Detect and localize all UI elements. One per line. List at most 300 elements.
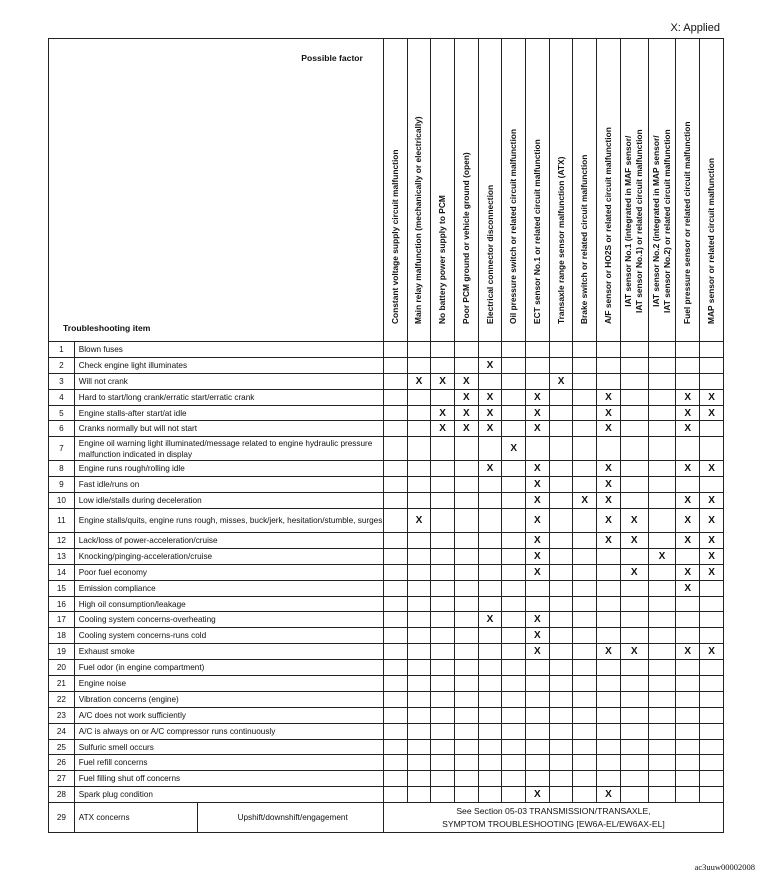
applied-mark: X [526,493,550,509]
factor-cell [676,771,700,787]
applied-mark: X [526,548,550,564]
applied-mark: X [676,564,700,580]
troubleshooting-item-label: Troubleshooting item [63,323,151,333]
factor-cell [700,707,724,723]
applied-mark: X [597,389,621,405]
factor-cell [502,596,526,612]
row-number: 14 [49,564,75,580]
troubleshooting-table [48,38,724,833]
factor-cell [407,564,431,580]
factor-cell [383,707,407,723]
factor-cell [478,628,502,644]
row-item: A/C is always on or A/C compressor runs continuously [74,723,383,739]
factor-cell [573,755,597,771]
factor-cell [676,660,700,676]
row-number: 2 [49,357,75,373]
factor-cell [431,691,455,707]
factor-cell [478,660,502,676]
applied-mark: X [597,533,621,549]
factor-cell [383,357,407,373]
figure-code: ac3uuw00002008 [694,862,755,872]
factor-cell [383,533,407,549]
factor-cell [478,533,502,549]
factor-cell [454,612,478,628]
factor-cell [454,342,478,358]
factor-cell [597,771,621,787]
applied-mark: X [676,421,700,437]
factor-cell [478,723,502,739]
factor-cell [573,580,597,596]
factor-header [676,39,700,342]
row-number: 8 [49,461,75,477]
factor-cell [549,493,573,509]
factor-label: IAT sensor No.1 (integrated in MAF sensor/ IAT sensor No.1) or related circuit malfunction [623,129,645,313]
factor-cell [573,628,597,644]
factor-cell [407,580,431,596]
factor-header [620,39,648,342]
factor-cell [648,373,676,389]
factor-cell [620,596,648,612]
row-number: 27 [49,771,75,787]
factor-cell [549,548,573,564]
row-item: Fuel refill concerns [74,755,383,771]
applied-mark: X [620,533,648,549]
factor-cell [620,628,648,644]
row-number: 17 [49,612,75,628]
applied-mark: X [700,644,724,660]
factor-cell [573,612,597,628]
applied-mark: X [700,548,724,564]
factor-cell [454,660,478,676]
applied-mark: X [407,373,431,389]
factor-cell [407,644,431,660]
factor-label: Brake switch or related circuit malfunction [579,154,590,324]
factor-header [502,39,526,342]
factor-cell [573,644,597,660]
factor-cell [383,421,407,437]
factor-cell [431,707,455,723]
factor-cell [454,707,478,723]
table-row [49,580,724,596]
factor-cell [676,477,700,493]
factor-cell [526,437,550,461]
row-number: 10 [49,493,75,509]
applied-mark: X [700,533,724,549]
factor-cell [478,707,502,723]
row-item: Check engine light illuminates [74,357,383,373]
factor-cell [597,739,621,755]
factor-cell [620,707,648,723]
table-row [49,612,724,628]
factor-cell [407,628,431,644]
applied-mark: X [478,389,502,405]
factor-cell [573,405,597,421]
factor-cell [478,342,502,358]
applied-mark: X [526,477,550,493]
factor-cell [407,676,431,692]
factor-cell [407,493,431,509]
factor-cell [549,461,573,477]
factor-cell [454,437,478,461]
factor-cell [597,580,621,596]
factor-cell [478,676,502,692]
factor-cell [383,612,407,628]
row-number: 22 [49,691,75,707]
factor-cell [526,580,550,596]
factor-cell [383,628,407,644]
factor-cell [620,437,648,461]
applied-mark: X [526,533,550,549]
factor-cell [597,357,621,373]
factor-label: Main relay malfunction (mechanically or electrically) [413,116,424,324]
factor-header [454,39,478,342]
factor-cell [648,493,676,509]
table-row [49,723,724,739]
factor-cell [597,373,621,389]
applied-mark: X [597,405,621,421]
factor-cell [648,389,676,405]
applied-mark: X [620,644,648,660]
factor-cell [549,477,573,493]
row-item: Knocking/pinging-acceleration/cruise [74,548,383,564]
factor-cell [700,437,724,461]
table-row [49,493,724,509]
row-number: 19 [49,644,75,660]
factor-cell [700,755,724,771]
factor-label: Poor PCM ground or vehicle ground (open) [460,152,471,324]
applied-mark: X [454,405,478,421]
applied-mark: X [526,628,550,644]
factor-cell [478,755,502,771]
factor-cell [573,533,597,549]
factor-cell [502,548,526,564]
row-item: Engine stalls-after start/at idle [74,405,383,421]
factor-cell [383,461,407,477]
applied-mark: X [478,421,502,437]
factor-cell [549,580,573,596]
factor-cell [383,771,407,787]
row-item: Engine stalls/quits, engine runs rough, misses, buck/jerk, hesitation/stumble, surges [74,509,383,533]
factor-cell [549,564,573,580]
applied-mark: X [526,389,550,405]
factor-cell [383,644,407,660]
factor-cell [502,771,526,787]
applied-mark: X [526,644,550,660]
factor-cell [407,357,431,373]
factor-cell [431,676,455,692]
factor-cell [573,691,597,707]
applied-mark: X [526,509,550,533]
factor-cell [700,660,724,676]
factor-cell [676,357,700,373]
factor-cell [478,477,502,493]
see-section-note [383,803,723,833]
row-number: 12 [49,533,75,549]
applied-mark: X [407,509,431,533]
row-number: 26 [49,755,75,771]
factor-cell [648,405,676,421]
factor-cell [620,787,648,803]
factor-cell [597,564,621,580]
factor-cell [502,755,526,771]
factor-header [478,39,502,342]
applied-mark: X [597,477,621,493]
row-item: Blown fuses [74,342,383,358]
factor-header [407,39,431,342]
factor-cell [648,676,676,692]
factor-cell [620,755,648,771]
factor-cell [700,771,724,787]
factor-cell [676,707,700,723]
factor-cell [502,389,526,405]
factor-cell [383,437,407,461]
factor-cell [407,612,431,628]
factor-cell [597,707,621,723]
table-row [49,509,724,533]
row-number: 11 [49,509,75,533]
factor-cell [502,493,526,509]
factor-cell [431,644,455,660]
row-item: Emission compliance [74,580,383,596]
row-number: 28 [49,787,75,803]
factor-cell [478,509,502,533]
factor-cell [597,723,621,739]
factor-cell [383,723,407,739]
factor-cell [597,676,621,692]
row-item: Cooling system concerns-runs cold [74,628,383,644]
applied-mark: X [700,405,724,421]
factor-cell [383,580,407,596]
applied-mark: X [478,461,502,477]
factor-cell [648,755,676,771]
factor-cell [620,342,648,358]
applied-mark: X [454,389,478,405]
factor-cell [620,389,648,405]
factor-cell [502,628,526,644]
factor-cell [573,564,597,580]
factor-cell [700,477,724,493]
applied-mark: X [526,461,550,477]
row-number: 21 [49,676,75,692]
factor-cell [573,357,597,373]
row-number: 3 [49,373,75,389]
factor-cell [454,628,478,644]
applied-mark: X [700,509,724,533]
row-number: 4 [49,389,75,405]
factor-cell [573,477,597,493]
factor-cell [502,509,526,533]
row-item: Vibration concerns (engine) [74,691,383,707]
row-number: 23 [49,707,75,723]
row-item: High oil consumption/leakage [74,596,383,612]
factor-cell [383,477,407,493]
factor-cell [383,564,407,580]
factor-cell [454,644,478,660]
factor-cell [407,533,431,549]
factor-cell [502,580,526,596]
factor-cell [407,739,431,755]
factor-cell [620,723,648,739]
factor-cell [648,580,676,596]
factor-cell [526,707,550,723]
factor-cell [648,596,676,612]
factor-label: No battery power supply to PCM [437,195,448,324]
factor-cell [502,421,526,437]
applied-mark: X [597,787,621,803]
factor-cell [549,755,573,771]
factor-cell [407,421,431,437]
applied-mark: X [597,509,621,533]
factor-cell [620,739,648,755]
applied-mark: X [526,405,550,421]
factor-cell [454,548,478,564]
factor-cell [549,437,573,461]
factor-cell [383,739,407,755]
factor-cell [573,771,597,787]
factor-cell [648,644,676,660]
factor-cell [620,477,648,493]
factor-cell [549,533,573,549]
table-row [49,739,724,755]
table-row [49,660,724,676]
applied-mark: X [676,461,700,477]
factor-cell [700,421,724,437]
row-item: Fuel odor (in engine compartment) [74,660,383,676]
applied-mark: X [526,787,550,803]
factor-cell [573,373,597,389]
factor-cell [676,628,700,644]
factor-cell [648,509,676,533]
factor-cell [502,477,526,493]
factor-cell [648,564,676,580]
factor-cell [648,787,676,803]
factor-cell [383,389,407,405]
table-row [49,405,724,421]
table-row [49,533,724,549]
factor-cell [648,628,676,644]
table-row [49,596,724,612]
factor-cell [502,660,526,676]
factor-cell [526,373,550,389]
table-row [49,373,724,389]
factor-cell [383,596,407,612]
factor-cell [597,342,621,358]
factor-cell [700,596,724,612]
factor-cell [383,787,407,803]
row-subitem: Upshift/downshift/engagement [198,803,384,833]
factor-cell [478,739,502,755]
applied-mark: X [676,493,700,509]
factor-cell [549,644,573,660]
factor-cell [700,723,724,739]
factor-cell [407,723,431,739]
factor-cell [573,596,597,612]
factor-cell [431,771,455,787]
factor-cell [676,755,700,771]
factor-cell [573,437,597,461]
table-body [49,342,724,833]
factor-cell [383,660,407,676]
table-row [49,644,724,660]
factor-cell [549,628,573,644]
factor-cell [620,691,648,707]
factor-cell [407,787,431,803]
factor-cell [676,548,700,564]
applied-mark: X [454,373,478,389]
table-row [49,707,724,723]
factor-cell [431,755,455,771]
factor-cell [454,461,478,477]
factor-cell [454,676,478,692]
factor-cell [454,509,478,533]
factor-cell [573,509,597,533]
factor-cell [549,707,573,723]
factor-cell [478,771,502,787]
factor-cell [431,723,455,739]
factor-cell [620,771,648,787]
row-item: Will not crank [74,373,383,389]
factor-cell [676,739,700,755]
factor-cell [648,660,676,676]
factor-cell [648,612,676,628]
row-number: 24 [49,723,75,739]
applied-mark: X [676,389,700,405]
factor-cell [620,676,648,692]
table-row [49,803,724,833]
factor-cell [502,644,526,660]
row-item: ATX concerns [74,803,198,833]
table-row [49,628,724,644]
applied-mark: X [648,548,676,564]
factor-cell [407,596,431,612]
factor-cell [700,676,724,692]
factor-cell [597,660,621,676]
factor-cell [700,357,724,373]
applied-mark: X [597,493,621,509]
factor-cell [549,421,573,437]
table-row [49,755,724,771]
factor-cell [502,707,526,723]
factor-label: Oil pressure switch or related circuit malfunction [508,128,519,324]
factor-cell [549,342,573,358]
row-item: A/C does not work sufficiently [74,707,383,723]
applied-mark: X [526,421,550,437]
table-row [49,477,724,493]
table-row [49,787,724,803]
applied-mark: X [597,644,621,660]
possible-factor-label: Possible factor [301,53,363,63]
table-row [49,421,724,437]
row-number: 1 [49,342,75,358]
factor-cell [700,739,724,755]
factor-cell [648,421,676,437]
factor-cell [502,612,526,628]
factor-cell [407,548,431,564]
factor-cell [549,739,573,755]
factor-cell [597,596,621,612]
row-number: 18 [49,628,75,644]
factor-cell [549,612,573,628]
factor-header [648,39,676,342]
applied-mark: X [478,405,502,421]
factor-cell [573,548,597,564]
factor-cell [549,771,573,787]
factor-cell [620,612,648,628]
applied-mark: X [676,509,700,533]
factor-cell [573,461,597,477]
factor-cell [383,342,407,358]
factor-cell [383,676,407,692]
